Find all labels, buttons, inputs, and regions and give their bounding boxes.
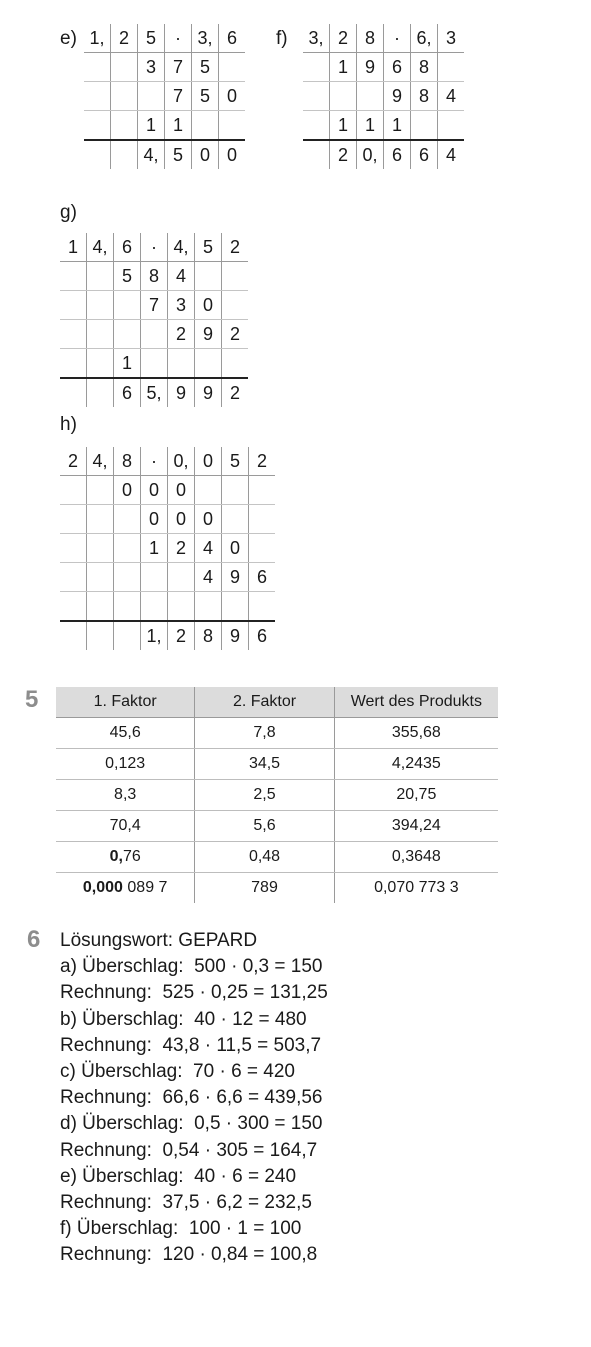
grid-cell [114, 621, 141, 650]
grid-row [303, 24, 464, 53]
solution-line: Rechnung: 525 · 0,25 = 131,25 [60, 982, 328, 1004]
regular-part: 76 [122, 848, 141, 865]
grid-cell: 0 [141, 505, 168, 534]
grid-cell: 0, [357, 140, 384, 169]
grid-row [60, 262, 248, 291]
grid-cell: 2 [249, 447, 276, 476]
grid-cell: 7 [165, 82, 192, 111]
grid-cell: 7 [165, 53, 192, 82]
grid-cell [222, 476, 249, 505]
grid-cell [222, 262, 249, 291]
task-6-solution [60, 928, 328, 1269]
grid-cell [87, 349, 114, 379]
factor-1-cell: 45,6 [56, 718, 195, 749]
factor-1-cell: 8,3 [56, 780, 195, 811]
grid-cell: 0 [219, 140, 246, 169]
grid-cell: 1 [60, 233, 87, 262]
solution-word: Lösungswort: GEPARD [60, 930, 258, 951]
grid-row [60, 233, 248, 262]
grid-cell: 6 [114, 378, 141, 407]
grid-cell: 1, [84, 24, 111, 53]
grid-cell: 8 [411, 53, 438, 82]
grid-cell [195, 349, 222, 379]
regular-part: 089 7 [122, 879, 168, 896]
grid-cell [60, 563, 87, 592]
grid-cell: 4, [87, 447, 114, 476]
solution-line: f) Überschlag: 100 · 1 = 100 [60, 1218, 302, 1240]
grid-cell [114, 291, 141, 320]
grid-cell [60, 476, 87, 505]
grid-cell [141, 563, 168, 592]
grid-cell: 3 [138, 53, 165, 82]
grid-cell [222, 291, 249, 320]
grid-cell: 1 [384, 111, 411, 141]
grid-cell: 5 [165, 140, 192, 169]
header-factor-2: 2. Faktor [195, 687, 334, 718]
grid-cell [60, 320, 87, 349]
grid-cell: 8 [357, 24, 384, 53]
product-cell: 4,2435 [334, 749, 498, 780]
grid-cell [303, 140, 330, 169]
grid-cell: 7 [141, 291, 168, 320]
header-product: Wert des Produkts [334, 687, 498, 718]
grid-cell: 9 [384, 82, 411, 111]
grid-cell: 2 [111, 24, 138, 53]
grid-cell: 2 [222, 378, 249, 407]
grid-cell [60, 505, 87, 534]
grid-cell: 6 [384, 140, 411, 169]
grid-row [303, 140, 464, 169]
grid-cell: 2 [222, 320, 249, 349]
grid-cell: 0 [114, 476, 141, 505]
grid-cell: 1 [330, 53, 357, 82]
grid-cell: 9 [195, 378, 222, 407]
grid-cell [87, 592, 114, 622]
grid-row [303, 111, 464, 141]
grid-cell: 2 [330, 140, 357, 169]
product-cell: 20,75 [334, 780, 498, 811]
grid-cell: 5, [141, 378, 168, 407]
grid-cell [141, 349, 168, 379]
grid-row [60, 505, 275, 534]
grid-cell [357, 82, 384, 111]
grid-cell: 5 [192, 82, 219, 111]
grid-cell: 0 [141, 476, 168, 505]
grid-row [60, 447, 275, 476]
grid-cell: 0, [168, 447, 195, 476]
grid-cell: 3 [168, 291, 195, 320]
grid-cell [60, 262, 87, 291]
grid-cell: 4 [438, 140, 465, 169]
grid-cell [114, 320, 141, 349]
factor-1-cell: 0,123 [56, 749, 195, 780]
solution-line: a) Überschlag: 500 · 0,3 = 150 [60, 956, 323, 978]
grid-cell: 9 [357, 53, 384, 82]
grid-cell: 6, [411, 24, 438, 53]
grid-cell: 9 [168, 378, 195, 407]
grid-cell [195, 262, 222, 291]
grid-cell: 4 [195, 563, 222, 592]
grid-cell: 4 [195, 534, 222, 563]
grid-cell [60, 378, 87, 407]
grid-cell: 1 [330, 111, 357, 141]
grid-cell [87, 505, 114, 534]
bold-part: 0,000 [82, 879, 123, 896]
grid-cell: 1 [114, 349, 141, 379]
header-factor-1: 1. Faktor [56, 687, 195, 718]
grid-cell [249, 505, 276, 534]
grid-cell: 1 [141, 534, 168, 563]
multiplication-grid-f [303, 24, 464, 169]
grid-cell [114, 534, 141, 563]
product-cell: 0,3648 [334, 842, 498, 873]
grid-cell [114, 563, 141, 592]
grid-row [60, 563, 275, 592]
factors-table-header [56, 687, 498, 718]
grid-cell: 8 [195, 621, 222, 650]
grid-cell [438, 53, 465, 82]
grid-cell: 4 [168, 262, 195, 291]
grid-cell: 6 [219, 24, 246, 53]
factor-1-cell [56, 842, 195, 873]
grid-cell: 2 [330, 24, 357, 53]
grid-cell [114, 592, 141, 622]
grid-row [84, 53, 245, 82]
grid-cell: 6 [249, 563, 276, 592]
grid-row [60, 378, 248, 407]
table-row [56, 811, 498, 842]
grid-cell [87, 476, 114, 505]
grid-cell [111, 140, 138, 169]
grid-cell [219, 111, 246, 141]
grid-cell: 9 [195, 320, 222, 349]
grid-cell: 1 [138, 111, 165, 141]
grid-cell: 5 [114, 262, 141, 291]
grid-cell [87, 378, 114, 407]
solution-line: Rechnung: 37,5 · 6,2 = 232,5 [60, 1192, 312, 1214]
grid-cell [249, 534, 276, 563]
grid-cell [168, 592, 195, 622]
grid-cell [87, 563, 114, 592]
grid-row [303, 82, 464, 111]
solution-line: Rechnung: 0,54 · 305 = 164,7 [60, 1139, 318, 1161]
grid-cell [84, 82, 111, 111]
grid-cell: 5 [222, 447, 249, 476]
factor-2-cell: 5,6 [195, 811, 334, 842]
grid-cell: · [141, 447, 168, 476]
grid-cell: 0 [168, 505, 195, 534]
factor-1-cell: 70,4 [56, 811, 195, 842]
grid-cell: 8 [411, 82, 438, 111]
grid-cell: 4, [87, 233, 114, 262]
grid-cell [249, 476, 276, 505]
product-cell: 355,68 [334, 718, 498, 749]
grid-row [60, 349, 248, 379]
grid-cell: 2 [222, 233, 249, 262]
grid-cell: 4, [168, 233, 195, 262]
grid-cell [195, 476, 222, 505]
grid-cell [303, 111, 330, 141]
grid-cell: 0 [222, 534, 249, 563]
grid-cell [87, 320, 114, 349]
grid-cell [60, 534, 87, 563]
factor-2-cell: 2,5 [195, 780, 334, 811]
grid-cell [84, 111, 111, 141]
grid-row [84, 111, 245, 141]
grid-cell [141, 320, 168, 349]
grid-cell: 6 [114, 233, 141, 262]
grid-row [84, 140, 245, 169]
grid-cell: 6 [384, 53, 411, 82]
problem-h-label: h) [60, 414, 77, 435]
grid-cell: 6 [411, 140, 438, 169]
grid-row [60, 291, 248, 320]
grid-cell: 0 [195, 291, 222, 320]
problem-e-label: e) [60, 28, 77, 49]
grid-cell [303, 82, 330, 111]
grid-cell: 1 [357, 111, 384, 141]
grid-cell [60, 349, 87, 379]
solution-line: b) Überschlag: 40 · 12 = 480 [60, 1008, 307, 1030]
grid-cell: 5 [195, 233, 222, 262]
solution-line: Rechnung: 120 · 0,84 = 100,8 [60, 1244, 318, 1266]
grid-row [84, 82, 245, 111]
grid-cell [60, 592, 87, 622]
grid-cell [114, 505, 141, 534]
grid-row [60, 476, 275, 505]
grid-cell [87, 621, 114, 650]
grid-cell: 0 [195, 505, 222, 534]
grid-cell: 0 [168, 476, 195, 505]
factor-2-cell: 789 [195, 873, 334, 904]
grid-row [60, 320, 248, 349]
grid-row [60, 534, 275, 563]
grid-cell [249, 592, 276, 622]
solution-line: c) Überschlag: 70 · 6 = 420 [60, 1061, 295, 1083]
grid-cell: 0 [192, 140, 219, 169]
grid-cell [111, 111, 138, 141]
grid-cell [84, 140, 111, 169]
grid-cell: 6 [249, 621, 276, 650]
factor-1-cell [56, 873, 195, 904]
grid-cell [192, 111, 219, 141]
problem-g-label: g) [60, 202, 77, 223]
grid-cell [438, 111, 465, 141]
grid-cell: 9 [222, 621, 249, 650]
factor-2-cell: 7,8 [195, 718, 334, 749]
grid-cell [141, 592, 168, 622]
grid-cell: 2 [168, 534, 195, 563]
grid-cell [87, 262, 114, 291]
grid-cell [411, 111, 438, 141]
grid-cell [87, 534, 114, 563]
task-6-number: 6 [27, 926, 41, 953]
grid-cell: 0 [219, 82, 246, 111]
grid-cell: 3, [192, 24, 219, 53]
grid-cell: 8 [141, 262, 168, 291]
problem-f-label: f) [276, 28, 288, 49]
grid-cell [84, 53, 111, 82]
grid-cell [111, 82, 138, 111]
grid-cell [195, 592, 222, 622]
factor-2-cell: 34,5 [195, 749, 334, 780]
grid-cell: 4, [138, 140, 165, 169]
grid-cell: 0 [195, 447, 222, 476]
product-cell: 0,070 773 3 [334, 873, 498, 904]
multiplication-grid-e [84, 24, 245, 169]
grid-cell [222, 505, 249, 534]
grid-cell: 9 [222, 563, 249, 592]
grid-cell [222, 592, 249, 622]
table-row [56, 718, 498, 749]
grid-cell: · [141, 233, 168, 262]
solution-line: d) Überschlag: 0,5 · 300 = 150 [60, 1113, 323, 1135]
grid-cell [60, 621, 87, 650]
grid-cell: 2 [168, 621, 195, 650]
grid-cell [87, 291, 114, 320]
grid-cell: 4 [438, 82, 465, 111]
grid-row [84, 24, 245, 53]
grid-cell [168, 563, 195, 592]
grid-cell [111, 53, 138, 82]
grid-row [303, 53, 464, 82]
grid-cell: 5 [138, 24, 165, 53]
table-row [56, 749, 498, 780]
table-row [56, 780, 498, 811]
grid-cell: 5 [192, 53, 219, 82]
table-row [56, 873, 498, 904]
grid-cell [303, 53, 330, 82]
grid-cell: 3 [438, 24, 465, 53]
factor-2-cell: 0,48 [195, 842, 334, 873]
grid-cell [219, 53, 246, 82]
grid-cell: · [165, 24, 192, 53]
grid-row [60, 592, 275, 622]
bold-part: 0, [109, 848, 123, 865]
grid-row [60, 621, 275, 650]
task-5-number: 5 [25, 686, 39, 713]
grid-cell: 2 [168, 320, 195, 349]
grid-cell [168, 349, 195, 379]
solution-line: Rechnung: 66,6 · 6,6 = 439,56 [60, 1087, 323, 1109]
solution-line: e) Überschlag: 40 · 6 = 240 [60, 1165, 297, 1187]
table-row [56, 842, 498, 873]
grid-cell: 1, [141, 621, 168, 650]
grid-cell: 3, [303, 24, 330, 53]
grid-cell [222, 349, 249, 379]
grid-cell: 8 [114, 447, 141, 476]
multiplication-grid-h [60, 447, 275, 650]
grid-cell [60, 291, 87, 320]
multiplication-grid-g [60, 233, 248, 407]
grid-cell [330, 82, 357, 111]
grid-cell: 1 [165, 111, 192, 141]
grid-cell: · [384, 24, 411, 53]
factors-table [56, 687, 498, 903]
solution-line: Rechnung: 43,8 · 11,5 = 503,7 [60, 1034, 322, 1056]
product-cell: 394,24 [334, 811, 498, 842]
grid-cell [138, 82, 165, 111]
grid-cell: 2 [60, 447, 87, 476]
